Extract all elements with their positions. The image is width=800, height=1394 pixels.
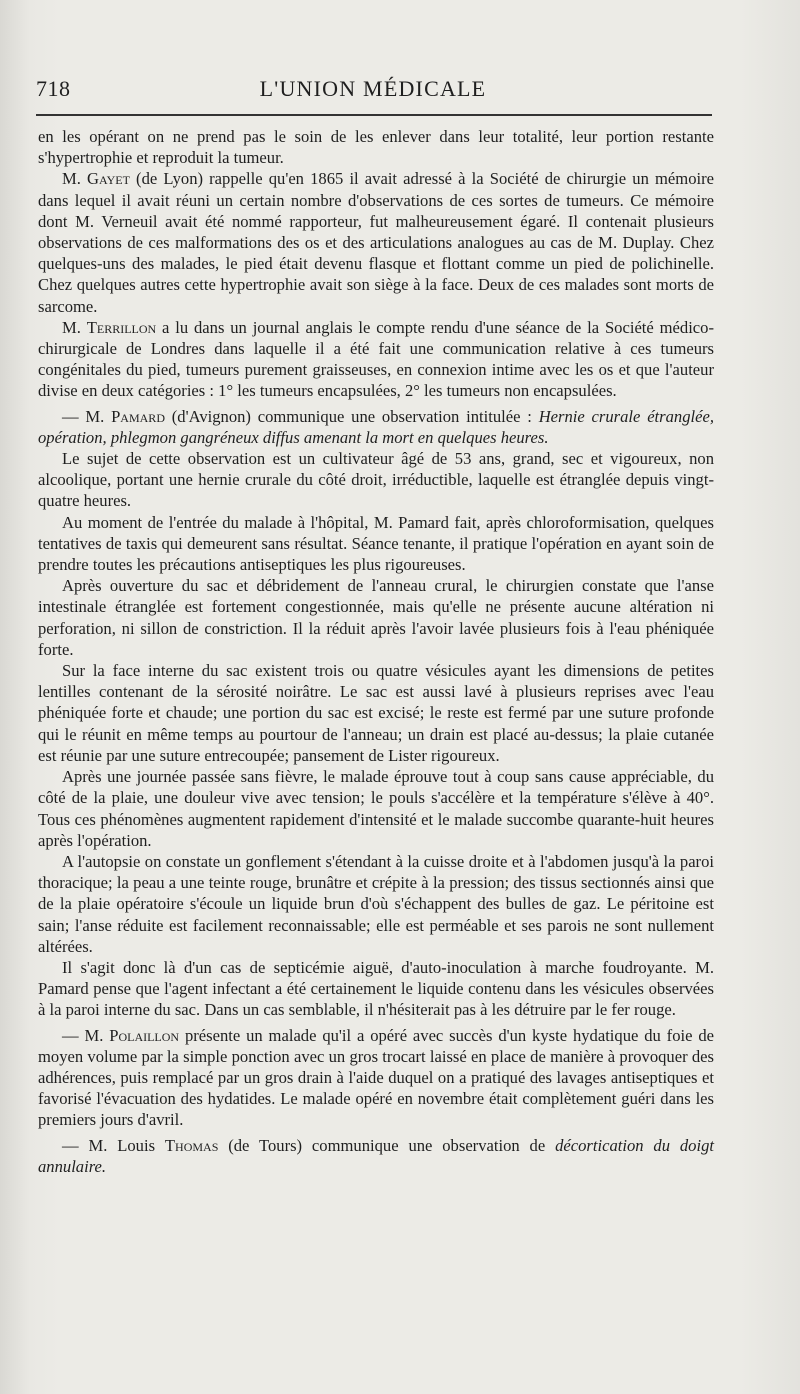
paragraph-p4 xyxy=(38,448,714,512)
text-run: Le sujet de cette observation est un cultivateur âgé de 53 ans, grand, sec et vigoureux, non alcoolique, portant une hernie crurale du côté droit, irréductible, laquelle est étranglée depuis vingt-quatre heures. xyxy=(38,449,714,511)
paragraph-p2 xyxy=(38,317,714,402)
paragraph-p6 xyxy=(38,575,714,660)
text-run: A l'autopsie on constate un gonflement s'étendant à la cuisse droite et à l'abdomen jusqu'à la paroi thoracique; la peau a une teinte rouge, brunâtre et crépite à la pression; des tissus sectionnés ainsi que de la plaie opératoire s'écoule un liquide brun d'où s'échappent des bulles de gaz. Le péritoine est sain; l'anse réduite est facilement reconnaissable; elle est perméable et ses parois ne sont nullement altérées. xyxy=(38,851,714,956)
paragraph-p10 xyxy=(38,957,714,1021)
text-run: — M. xyxy=(62,1025,110,1045)
header-rule xyxy=(36,114,712,116)
text-run: — M. xyxy=(62,406,112,426)
paragraph-p0 xyxy=(38,126,714,168)
text-run: Il s'agit donc là d'un cas de septicémie aiguë, d'auto-inoculation à marche foudroyante. M. Pamard pense que l'agent infectant a été certainement le liquide contenu dans les vésicules observées à la paroi interne du sac. Dans un cas semblable, il n'hésiterait pas à les détruire par le fer rouge. xyxy=(38,957,714,1020)
text-run: a lu dans un journal anglais le compte rendu d'une séance de la Société médico-chirurgicale de Londres dans laquelle il a été fait une communication relative à ces tumeurs congénitales du pied, tumeurs purement graisseuses, en connexion intime avec les os et que l'auteur divise en deux catégories : 1° les tumeurs encapsulées, 2° les tumeurs non encapsulées. xyxy=(38,317,714,401)
person-name: Polaillon xyxy=(109,1025,180,1045)
text-run: en les opérant on ne prend pas le soin de les enlever dans leur totalité, leur portion restante s'hypertrophie et reproduit la tumeur. xyxy=(38,127,714,168)
text-run: Après une journée passée sans fièvre, le malade éprouve tout à coup sans cause appréciable, du côté de la plaie, une douleur vive avec tension; le pouls s'accélère et la température s'élève à 40°. Tous ces phénomènes augmentent rapidement d'intensité et le malade succombe quarante-huit heures après l'opération. xyxy=(38,767,714,850)
person-name: Thomas xyxy=(164,1135,219,1155)
text-run: M. xyxy=(62,169,88,189)
text-run: — M. Louis xyxy=(62,1135,165,1155)
paragraph-p3 xyxy=(38,406,714,448)
text-run: présente un malade qu'il a opéré avec succès d'un kyste hydatique du foie de moyen volume par la simple ponction avec un gros trocart laissé en place de manière à provoquer des adhérences, puis remplacé par un gros drain à l'aide duquel on a pratiqué des lavages antiseptiques et favorisé l'évacuation des hydatides. Le malade opéré en novembre était complètement guéri dans les premiers jours d'avril. xyxy=(38,1025,715,1130)
paragraph-p9 xyxy=(38,851,714,957)
text-run: (de Lyon) rappelle qu'en 1865 il avait adressé à la Société de chirurgie un mémoire dans lequel il avait réuni un certain nombre d'observations de ces sortes de tumeurs. Ce mémoire dont M. Verneuil avait été nommé rapporteur, fut malheureusement égaré. Il contenait plusieurs observations de ces malformations des os et des articulations analogues au cas de M. Duplay. Chez quelques-uns des malades, le pied était devenu flasque et flottant comme un pied de polichinelle. Chez quelques autres cette hypertrophie avait son siège à la face. Deux de ces malades sont morts de sarcome. xyxy=(38,169,714,316)
text-run: M. xyxy=(62,317,87,337)
text-run: Après ouverture du sac et débridement de l'anneau crural, le chirurgien constate que l'anse intestinale étranglée est fortement congestionnée, mais qu'elle ne présente aucune altération ni perforation, ni sillon de constriction. Il la réduit après l'avoir lavée plusieurs fois à l'eau phéniquée forte. xyxy=(38,576,714,659)
text-run: (d'Avignon) communique une observation intitulée : xyxy=(164,406,539,426)
paragraph-p5 xyxy=(38,512,714,576)
paragraph-p8 xyxy=(38,766,714,851)
running-title: L'UNION MÉDICALE xyxy=(259,76,487,101)
italic-title: Hernie crurale étranglée, opération, phlegmon gangréneux diffus amenant la mort en quelques heures. xyxy=(38,406,715,447)
person-name: Gayet xyxy=(87,169,130,189)
text-run: Au moment de l'entrée du malade à l'hôpital, M. Pamard fait, après chloroformisation, quelques tentatives de taxis qui demeurent sans résultat. Séance tenante, il pratique l'opération en ayant soin de prendre toutes les précautions antiseptiques les plus rigoureuses. xyxy=(38,512,714,575)
paragraph-p1 xyxy=(38,168,714,316)
text-run: Sur la face interne du sac existent trois ou quatre vésicules ayant les dimensions de petites lentilles contenant de la sérosité noirâtre. Le sac est aussi lavé à plusieurs reprises avec l'eau phéniquée forte et chaude; une portion du sac est excisé; le reste est fermé par une suture profonde qui le réunit en même temps au pourtour de l'anneau; un drain est placé au-dessus; la plaie cutanée est réunie par une suture entrecoupée; pansement de Lister rigoureux. xyxy=(38,661,714,765)
text-run: (de Tours) communique une observation de xyxy=(218,1135,556,1155)
person-name: Terrillon xyxy=(86,317,157,337)
article-body xyxy=(38,126,714,1177)
page-number: 718 xyxy=(36,76,71,101)
paragraph-p7 xyxy=(38,660,714,766)
paragraph-p11 xyxy=(38,1025,714,1131)
person-name: Pamard xyxy=(111,406,165,426)
paragraph-p12 xyxy=(38,1135,714,1177)
italic-title: décortication du doigt annulaire. xyxy=(38,1135,714,1176)
page-header xyxy=(36,76,710,106)
